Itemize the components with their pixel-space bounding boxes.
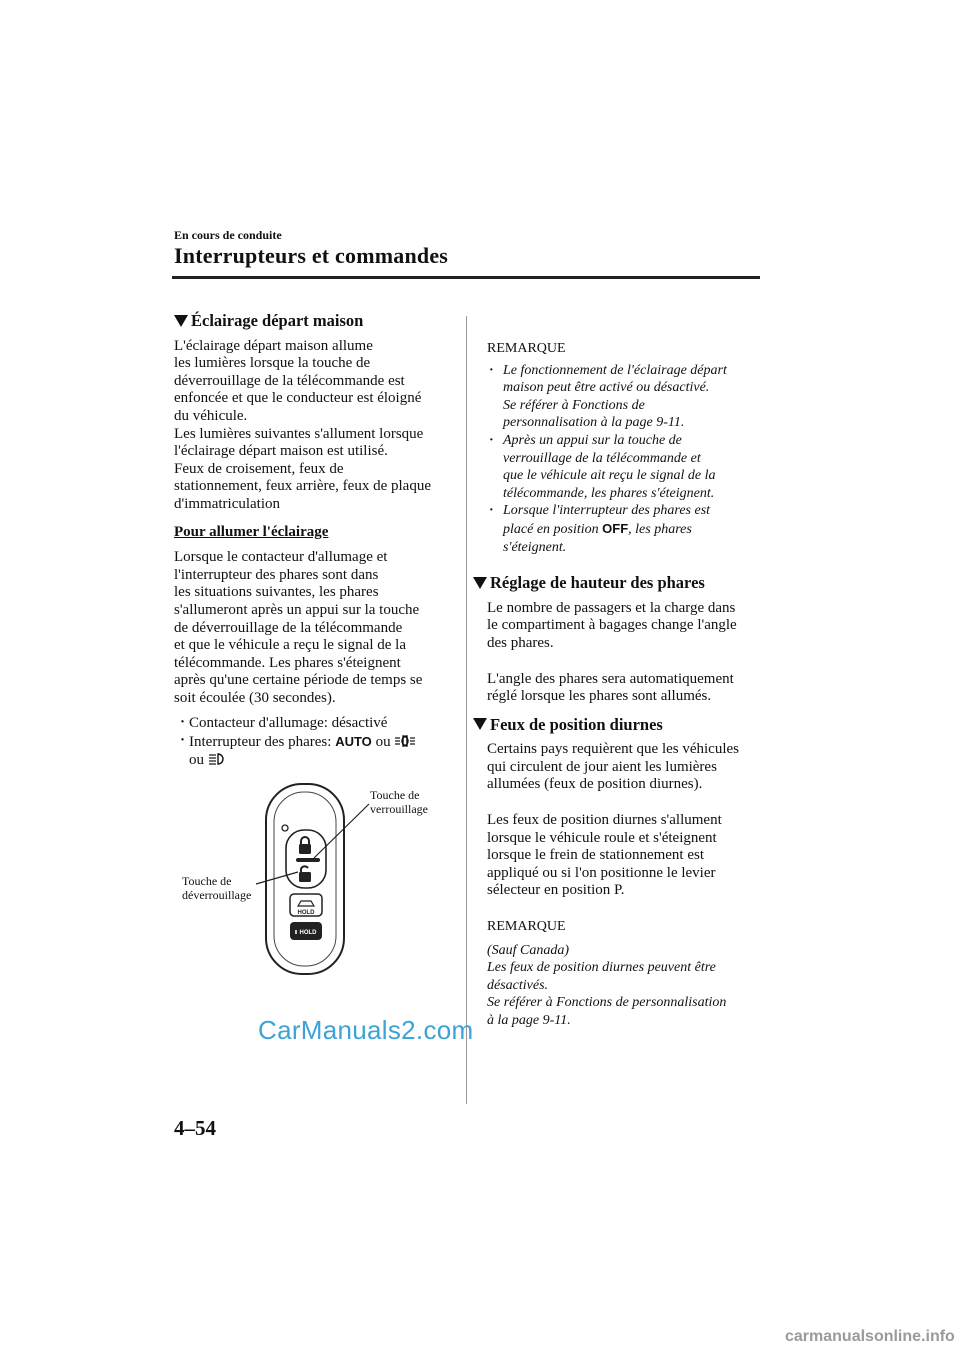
label-lock: Touche de verrouillage: [370, 788, 428, 816]
triangle-icon: [473, 577, 487, 589]
triangle-icon: [473, 718, 487, 730]
left-column: [174, 312, 456, 769]
diurnes-paragraph-2: Les feux de position diurnes s'allument lorsque le véhicule roule et s'éteignent lorsque le frein de stationnement est appliqué ou si l'on positionne le levier sélecteur en position P.: [487, 812, 722, 899]
intro-paragraph: L'éclairage départ maison allume les lumières lorsque la touche de déverrouillage de la télécommande est enfoncée et que le conducteur est éloigné du véhicule. Les lumières suivantes s'allument lorsque l'éclairage départ maison est utilisé. Feux de croisement, feux de stationnement, feux arrière, feux de plaque d'immatriculation: [174, 337, 431, 512]
list-item: · Interrupteur des phares: AUTO ou ou: [174, 733, 456, 769]
heading-reglage: Réglage de hauteur des phares: [473, 574, 762, 592]
list-item: · Contacteur d'allumage: désactivé: [174, 715, 456, 733]
list-item: · Le fonctionnement de l'éclairage départ maison peut être activé ou désactivé. Se référer à Fonctions de personnalisation à la page 9-11.: [487, 362, 762, 432]
parking-light-icon: [394, 734, 416, 748]
notes-list: [487, 362, 762, 557]
hold-text-2: HOLD: [299, 930, 317, 936]
conditions-list: [174, 715, 456, 769]
triangle-icon: [174, 315, 188, 327]
heading-feux-diurnes: Feux de position diurnes: [473, 716, 762, 734]
right-column: [487, 340, 762, 1030]
remarque-note-2: (Sauf Canada) Les feux de position diurnes peuvent être désactivés. Se référer à Fonctions de personnalisation à la page 9-11.: [487, 942, 727, 1028]
watermark: CarManuals2.com: [258, 1015, 474, 1045]
diurnes-paragraph-1: Certains pays requièrent que les véhicules qui circulent de jour aient les lumières allumées (feux de position diurnes).: [487, 741, 739, 793]
column-divider: [466, 316, 467, 1104]
remarque-title-2: REMARQUE: [487, 919, 566, 935]
list-item: · Après un appui sur la touche de verrouillage de la télécommande et que le véhicule ait reçu le signal de la télécommande, les phares s'éteignent.: [487, 432, 762, 502]
chapter-title: Interrupteurs et commandes: [174, 243, 449, 268]
hold-text: HOLD: [297, 910, 315, 916]
reglage-paragraph-2: L'angle des phares sera automatiquement réglé lorsque les phares sont allumés.: [487, 670, 734, 705]
page-number: 4–54: [174, 1116, 216, 1140]
section-label: En cours de conduite: [174, 228, 282, 242]
list-item: · Lorsque l'interrupteur des phares est placé en position OFF, les phares s'éteignent.: [487, 502, 762, 556]
subheading-allumer: Pour allumer l'éclairage: [174, 523, 329, 540]
headlight-icon: [208, 752, 228, 766]
body-paragraph: Lorsque le contacteur d'allumage et l'interrupteur des phares sont dans les situations suivantes, les phares s'allumeront après un appui sur la touche de déverrouillage de la télécommande et que le véhicule a reçu le signal de la télécommande. Les phares s'éteignent après qu'une certaine période de temps se soit écoulée (30 secondes).: [174, 549, 423, 706]
label-unlock: Touche de déverrouillage: [182, 874, 252, 902]
footer-url: carmanualsonline.info: [785, 1328, 955, 1345]
auto-symbol: AUTO: [335, 734, 372, 750]
heading-eclairage-depart: Éclairage départ maison: [174, 312, 456, 330]
reglage-paragraph-1: Le nombre de passagers et la charge dans le compartiment à bagages change l'angle des phares.: [487, 599, 737, 651]
header-rule: [172, 276, 760, 279]
remarque-title: REMARQUE: [487, 341, 566, 356]
off-symbol: OFF: [602, 520, 629, 536]
key-fob-figure: [174, 780, 464, 980]
